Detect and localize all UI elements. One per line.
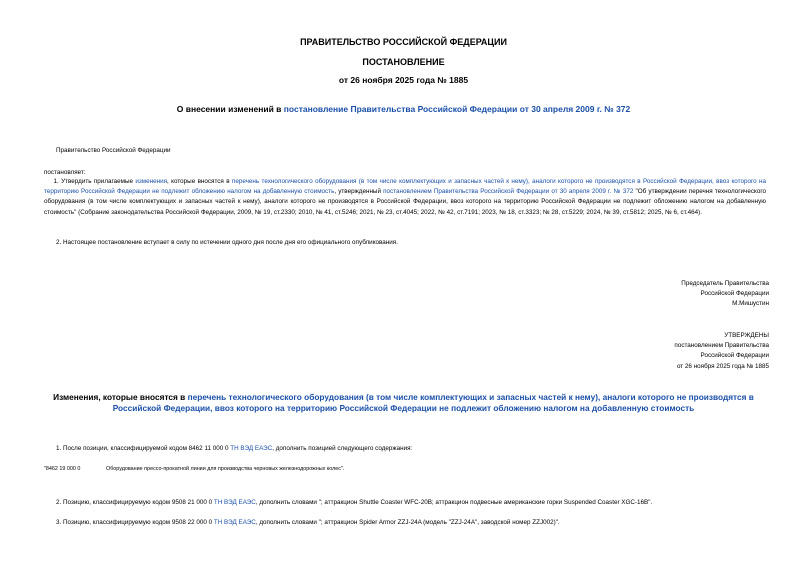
approval-line-2: постановлением Правительства bbox=[674, 342, 769, 350]
item-3 bbox=[56, 518, 560, 528]
approval-line-1: УТВЕРЖДЕНЫ bbox=[724, 332, 769, 339]
item-2-tnved-link[interactable]: ТН ВЭД ЕАЭС bbox=[213, 499, 256, 506]
item-1-text-2: , дополнить позицией следующего содержания: bbox=[272, 445, 413, 452]
item-1-tnved-link[interactable]: ТН ВЭД ЕАЭС bbox=[230, 445, 273, 452]
paragraph-1 bbox=[44, 177, 766, 218]
position-description: Оборудование прессо-прокатной линии для производства черновых железнодорожных колес". bbox=[106, 466, 345, 472]
paragraph-2: 2. Настоящее постановление вступает в силу по истечении одного дня после дня его официального опубликования. bbox=[56, 239, 398, 246]
p1-text-4: "Об утверждении перечня технологического оборудования (в том числе комплектующих и запасных частей к нему), аналоги которого не производятся в Российской Федерации, ввоз которого на территорию Российской Федерации не подлежит обложению налогом на добавленную стоимость" (Собрание законодательства Российской Федерации, 2009, № 19, ст.2330; 2010, № 41, ст.5246; 2021, № 23, ст.4045; 2022, № 42, ст.7191; 2023, № 18, ст.3323; № 28, ст.5229; 2024, № 39, ст.5812; 2025, № 6, ст.464). bbox=[44, 188, 766, 216]
item-2-text-1: 2. Позицию, классифицируемую кодом 9508 21 000 0 bbox=[56, 499, 214, 506]
p1-text-1: 1. Утвердить прилагаемые bbox=[53, 178, 136, 185]
approval-line-4: от 26 ноября 2025 года № 1885 bbox=[676, 362, 769, 370]
item-2 bbox=[56, 498, 652, 508]
document-title bbox=[0, 104, 807, 114]
decrees-label: постановляет: bbox=[44, 169, 86, 176]
government-label: Правительство Российской Федерации bbox=[56, 147, 171, 154]
changes-title-prefix: Изменения, которые вносятся в bbox=[53, 392, 188, 402]
p1-text-3: , утвержденный bbox=[334, 188, 384, 196]
changes-title-link[interactable]: перечень технологического оборудования (в том числе комплектующих и запасных частей к нему), аналоги которого не производятся в Российской Федерации, ввоз которого на территорию Российской Федерации не подлежит обложению налогом на добавленную стоимость bbox=[112, 392, 754, 413]
item-3-text-2: , дополнить словами "; аттракцион Spider Armor ZZJ-24A (модель "ZZJ-24A", заводской номер ZZJ002)". bbox=[255, 519, 560, 526]
item-2-text-2: , дополнить словами "; аттракцион Shuttle Coaster WFC-20B; аттракцион подвесные американские горки Suspended Coaster XGC-16B". bbox=[255, 499, 653, 506]
equipment-list-link[interactable]: перечень технологического оборудования (в том числе комплектующих и запасных частей к нему), аналоги которого не производятся в Российской Федерации, ввоз которого на территорию Российской Федерации не подлежит обложению налогом на добавленную стоимость bbox=[44, 178, 767, 196]
signature-line-2: Российской Федерации bbox=[700, 290, 769, 298]
signature-block bbox=[681, 279, 769, 310]
item-1 bbox=[56, 444, 412, 454]
position-code: "8462 19 000 0 bbox=[44, 466, 81, 472]
approval-line-3: Российской Федерации bbox=[700, 352, 769, 360]
signature-line-3: М.Мишустин bbox=[732, 300, 769, 308]
title-decree-link[interactable]: постановление Правительства Российской Федерации от 30 апреля 2009 г. № 372 bbox=[283, 104, 631, 114]
signature-line-1: Председатель Правительства bbox=[681, 280, 769, 287]
item-1-text-1: 1. После позиции, классифицируемой кодом 8462 11 000 0 bbox=[56, 445, 231, 452]
doctype-heading: ПОСТАНОВЛЕНИЕ bbox=[362, 57, 445, 67]
p1-text-2: , которые вносятся в bbox=[167, 178, 232, 185]
title-prefix: О внесении изменений в bbox=[176, 104, 284, 114]
item-3-tnved-link[interactable]: ТН ВЭД ЕАЭС bbox=[213, 519, 256, 526]
org-heading: ПРАВИТЕЛЬСТВО РОССИЙСКОЙ ФЕДЕРАЦИИ bbox=[300, 37, 507, 47]
changes-link[interactable]: изменения bbox=[135, 178, 168, 185]
changes-title bbox=[40, 392, 767, 414]
decree-372-link[interactable]: постановлением Правительства Российской Федерации от 30 апреля 2009 г. № 372 bbox=[383, 188, 634, 196]
item-3-text-1: 3. Позицию, классифицируемую кодом 9508 22 000 0 bbox=[56, 519, 214, 526]
decree-date: от 26 ноября 2025 года № 1885 bbox=[338, 75, 469, 85]
approval-block bbox=[674, 331, 769, 372]
